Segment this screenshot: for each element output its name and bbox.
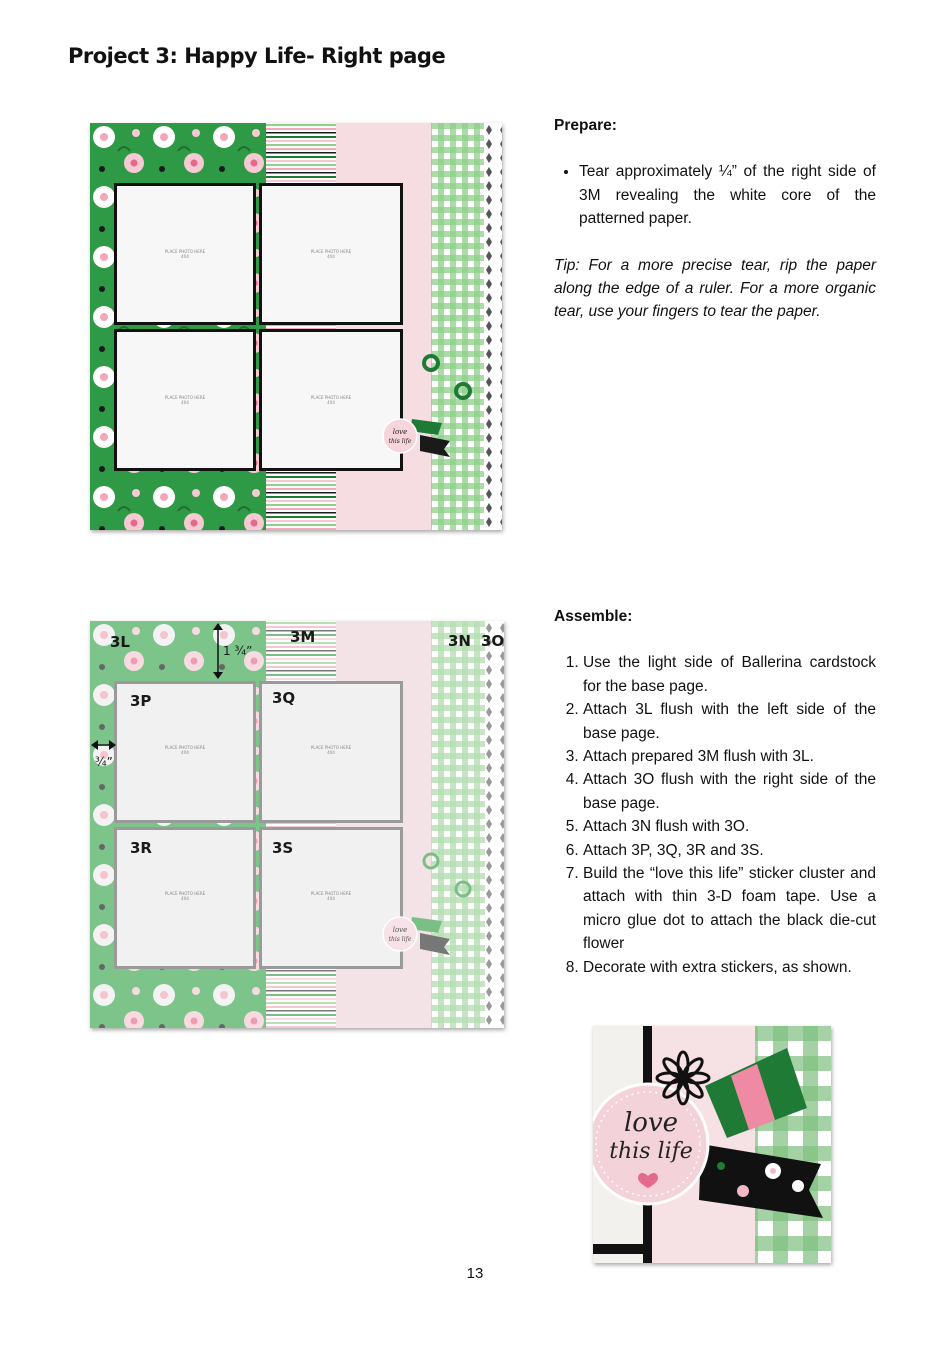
label-3r: 3R <box>130 839 152 857</box>
list-item: 6. Attach 3P, 3Q, 3R and 3S. <box>583 839 876 862</box>
label-3n: 3N <box>448 632 471 650</box>
finished-layout-photo <box>90 123 502 530</box>
labeled-layout-diagram <box>90 621 504 1028</box>
sticker-text: love <box>392 926 408 934</box>
list-item: • Tear approximately ¼” of the right side of 3M revealing the white core of the patterned paper. <box>579 160 876 230</box>
label-3s: 3S <box>272 839 294 857</box>
placeholder-size: 4X4 <box>181 896 189 901</box>
tip-text: Tip: For a more precise tear, rip the paper along the edge of a ruler. For a more organic tear, use your fingers to tear the paper. <box>554 256 876 321</box>
placeholder-size: 4X4 <box>181 400 189 405</box>
sticker-text: this life <box>388 438 412 445</box>
assemble-steps <box>554 651 876 979</box>
label-3q: 3Q <box>272 689 296 707</box>
placeholder-size: 4X4 <box>327 750 335 755</box>
label-3m: 3M <box>290 628 316 646</box>
placeholder-text: PLACE PHOTO HERE <box>164 395 206 400</box>
placeholder-text: PLACE PHOTO HERE <box>310 395 352 400</box>
placeholder-text: PLACE PHOTO HERE <box>310 745 352 750</box>
prepare-section <box>554 114 876 324</box>
placeholder-size: 4X4 <box>181 254 189 259</box>
sticker-text: love <box>623 1108 679 1138</box>
sticker-text: this life <box>388 936 412 943</box>
label-3p: 3P <box>130 692 152 710</box>
sticker-text: love <box>392 428 408 436</box>
prepare-heading: Prepare: <box>554 117 617 134</box>
list-item: 7. Build the “love this life” sticker cluster and attach with thin 3-D foam tape. Use a micro glue dot to attach the black die-cut flower <box>583 862 876 956</box>
measure-left-label: ¾” <box>95 755 113 769</box>
placeholder-text: PLACE PHOTO HERE <box>310 891 352 896</box>
list-item: 3. Attach prepared 3M flush with 3L. <box>583 745 876 768</box>
page-number: 13 <box>466 1265 484 1282</box>
sticker-closeup-photo <box>593 1026 831 1263</box>
placeholder-size: 4X4 <box>327 896 335 901</box>
placeholder-size: 4X4 <box>181 750 189 755</box>
sticker-text: this life <box>609 1139 693 1164</box>
list-item: 1. Use the light side of Ballerina cardstock for the base page. <box>583 651 876 698</box>
label-3l: 3L <box>110 633 130 651</box>
page-title: Project 3: Happy Life- Right page <box>68 44 446 68</box>
placeholder-text: PLACE PHOTO HERE <box>164 249 206 254</box>
placeholder-text: PLACE PHOTO HERE <box>164 745 206 750</box>
prepare-list <box>554 160 876 230</box>
placeholder-text: PLACE PHOTO HERE <box>310 249 352 254</box>
placeholder-size: 4X4 <box>327 254 335 259</box>
placeholder-size: 4X4 <box>327 400 335 405</box>
placeholder-text: PLACE PHOTO HERE <box>164 891 206 896</box>
measure-top-label: 1 ¾” <box>223 644 253 658</box>
assemble-section <box>554 605 876 979</box>
list-item: 8. Decorate with extra stickers, as shown. <box>583 956 876 979</box>
list-item: 4. Attach 3O flush with the right side of the base page. <box>583 768 876 815</box>
label-3o: 3O <box>481 632 504 650</box>
assemble-heading: Assemble: <box>554 608 633 625</box>
list-item: 5. Attach 3N flush with 3O. <box>583 815 876 838</box>
list-item: 2. Attach 3L flush with the left side of the base page. <box>583 698 876 745</box>
